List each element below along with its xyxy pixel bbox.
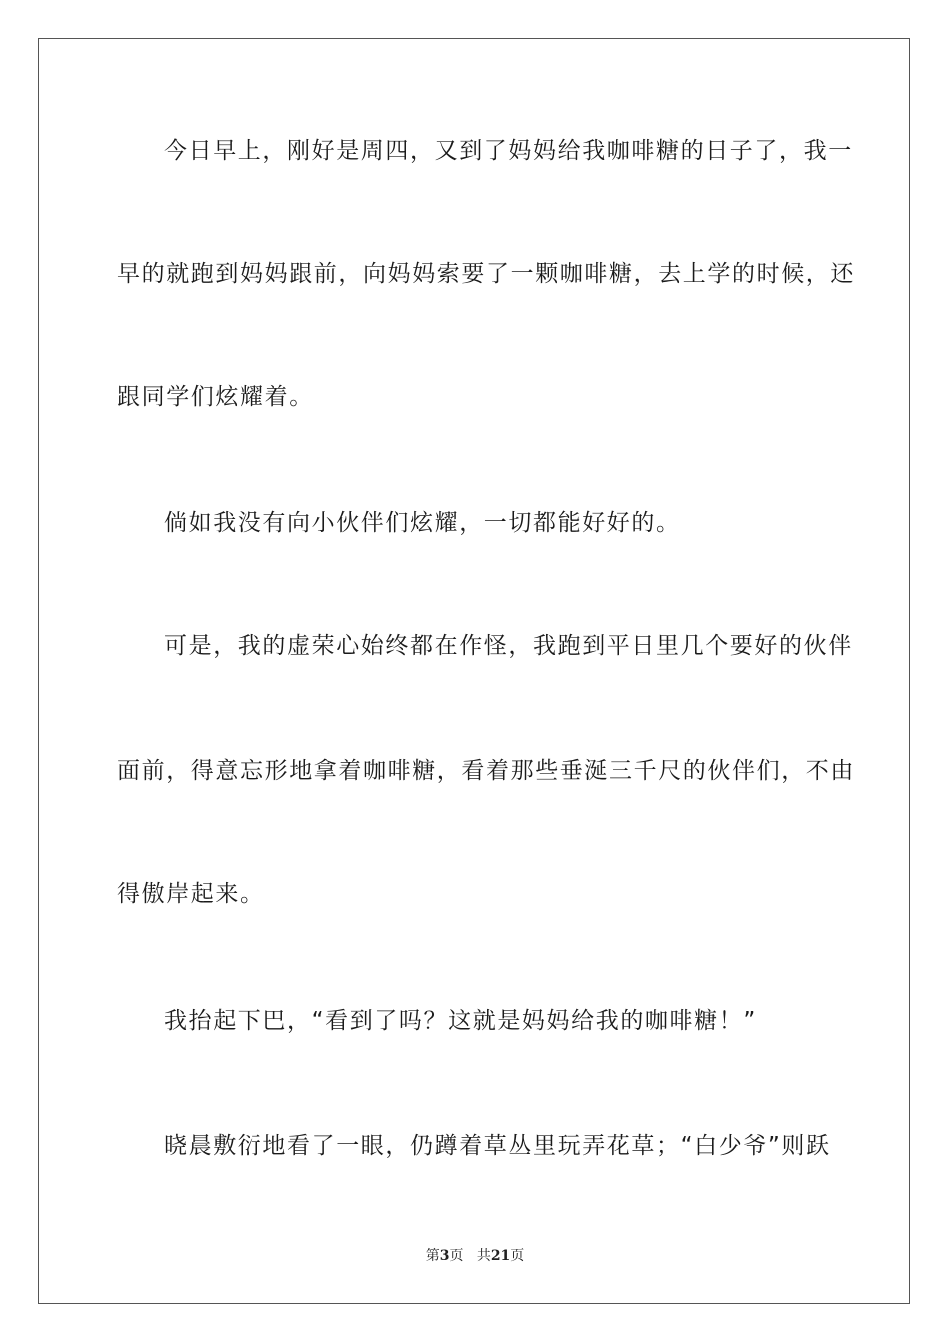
paragraph-line: 我抬起下巴，“看到了吗？这就是妈妈给我的咖啡糖！” [164, 1008, 757, 1034]
paragraph-line: 得傲岸起来。 [117, 881, 265, 907]
page-border [38, 38, 910, 1304]
paragraph-line: 今日早上，刚好是周四，又到了妈妈给我咖啡糖的日子了，我一 [164, 138, 853, 164]
total-suffix: 页 [510, 1248, 525, 1264]
page-prefix: 第 [425, 1248, 440, 1264]
page-number: 3 [439, 1248, 450, 1264]
paragraph-line: 倘如我没有向小伙伴们炫耀，一切都能好好的。 [164, 510, 681, 536]
paragraph-line: 早的就跑到妈妈跟前，向妈妈索要了一颗咖啡糖，去上学的时候，还 [117, 261, 855, 287]
page-footer [0, 1247, 950, 1265]
total-prefix: 共 [476, 1248, 491, 1264]
total-pages: 21 [490, 1248, 511, 1264]
paragraph-line: 面前，得意忘形地拿着咖啡糖，看着那些垂涎三千尺的伙伴们，不由 [117, 758, 855, 784]
page-suffix: 页 [449, 1248, 464, 1264]
paragraph-line: 可是，我的虚荣心始终都在作怪，我跑到平日里几个要好的伙伴 [164, 633, 853, 659]
paragraph-line: 跟同学们炫耀着。 [117, 384, 314, 410]
paragraph-line: 晓晨敷衍地看了一眼，仍蹲着草丛里玩弄花草；“白少爷”则跃 [164, 1133, 831, 1159]
